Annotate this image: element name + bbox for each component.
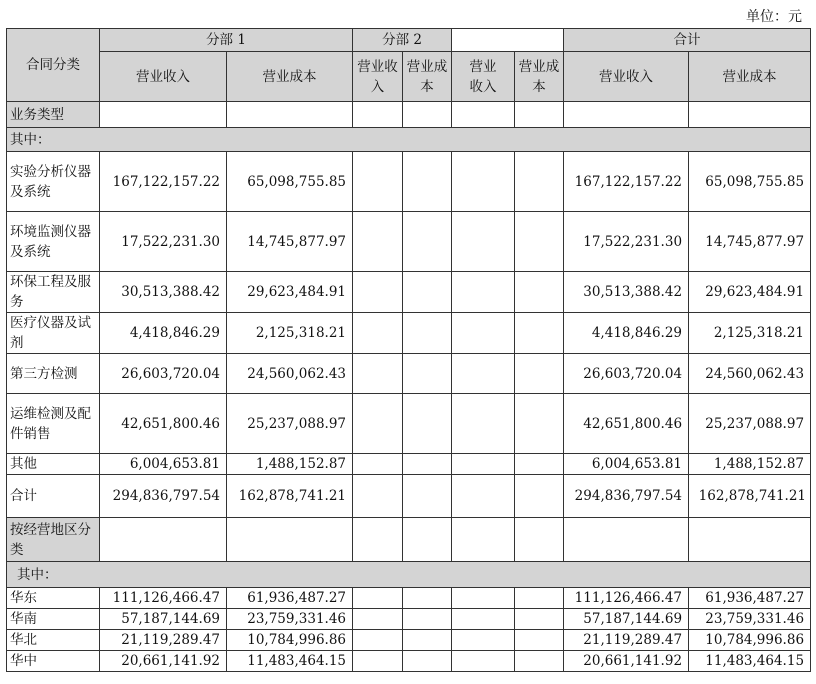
empty-cell: [403, 651, 452, 672]
row-label: 环保工程及服务: [7, 272, 100, 313]
header-segment-1: 分部 1: [100, 29, 353, 52]
row-label: 华北: [7, 630, 100, 651]
empty-cell: [403, 518, 452, 562]
empty-cell: [452, 454, 515, 475]
total-cost: 11,483,464.15: [689, 651, 811, 672]
seg1-cost: 29,623,484.91: [227, 272, 353, 313]
total-cost: 1,488,152.87: [689, 454, 811, 475]
empty-cell: [227, 518, 353, 562]
seg1-revenue: 4,418,846.29: [100, 313, 227, 354]
sum-row: [7, 475, 811, 518]
seg1-cost: 1,488,152.87: [227, 454, 353, 475]
header-seg3-cost: 营业成本: [515, 52, 564, 102]
total-revenue: 21,119,289.47: [564, 630, 689, 651]
section-among-region: [7, 562, 811, 588]
empty-cell: [403, 212, 452, 272]
seg1-revenue: 42,651,800.46: [100, 394, 227, 454]
section-business-type: [7, 102, 811, 128]
empty-cell: [353, 354, 403, 394]
empty-cell: [515, 609, 564, 630]
empty-cell: [353, 588, 403, 609]
row-label: 合计: [7, 475, 100, 518]
empty-cell: [452, 212, 515, 272]
empty-cell: [452, 354, 515, 394]
section-label: 按经营地区分类: [7, 518, 100, 562]
empty-cell: [403, 475, 452, 518]
empty-cell: [452, 651, 515, 672]
header-row-2: [7, 52, 811, 102]
header-seg1-cost: 营业成本: [227, 52, 353, 102]
empty-cell: [515, 354, 564, 394]
empty-cell: [515, 212, 564, 272]
seg1-cost: 14,745,877.97: [227, 212, 353, 272]
empty-cell: [403, 272, 452, 313]
seg1-revenue: 21,119,289.47: [100, 630, 227, 651]
total-cost: 2,125,318.21: [689, 313, 811, 354]
seg1-revenue: 294,836,797.54: [100, 475, 227, 518]
seg1-cost: 2,125,318.21: [227, 313, 353, 354]
row-label: 华中: [7, 651, 100, 672]
total-cost: 61,936,487.27: [689, 588, 811, 609]
empty-cell: [515, 394, 564, 454]
empty-cell: [100, 518, 227, 562]
seg1-revenue: 20,661,141.92: [100, 651, 227, 672]
total-cost: 65,098,755.85: [689, 152, 811, 212]
empty-cell: [452, 518, 515, 562]
empty-cell: [353, 609, 403, 630]
total-cost: 25,237,088.97: [689, 394, 811, 454]
table-row: [7, 394, 811, 454]
section-label: 其中：: [7, 128, 811, 152]
table-row: [7, 354, 811, 394]
header-seg2-cost: 营业成本: [403, 52, 452, 102]
revenue-table: [6, 28, 811, 672]
empty-cell: [353, 313, 403, 354]
empty-cell: [452, 152, 515, 212]
section-label: 其中：: [7, 562, 811, 588]
empty-cell: [515, 651, 564, 672]
empty-cell: [515, 313, 564, 354]
header-seg2-revenue: 营业收入: [353, 52, 403, 102]
empty-cell: [515, 152, 564, 212]
empty-cell: [403, 630, 452, 651]
total-cost: 162,878,741.21: [689, 475, 811, 518]
header-total-cost: 营业成本: [689, 52, 811, 102]
total-revenue: 111,126,466.47: [564, 588, 689, 609]
seg1-cost: 61,936,487.27: [227, 588, 353, 609]
total-revenue: 42,651,800.46: [564, 394, 689, 454]
empty-cell: [353, 212, 403, 272]
empty-cell: [452, 475, 515, 518]
empty-cell: [515, 588, 564, 609]
empty-cell: [353, 454, 403, 475]
unit-label: 单位：元: [746, 9, 802, 25]
header-blank: [452, 29, 564, 52]
empty-cell: [564, 518, 689, 562]
seg1-cost: 11,483,464.15: [227, 651, 353, 672]
header-total: 合计: [564, 29, 811, 52]
empty-cell: [515, 454, 564, 475]
empty-cell: [403, 609, 452, 630]
empty-cell: [353, 152, 403, 212]
empty-cell: [452, 609, 515, 630]
seg1-revenue: 167,122,157.22: [100, 152, 227, 212]
total-revenue: 294,836,797.54: [564, 475, 689, 518]
row-label: 实验分析仪器及系统: [7, 152, 100, 212]
table-row: [7, 609, 811, 630]
empty-cell: [403, 394, 452, 454]
seg1-cost: 24,560,062.43: [227, 354, 353, 394]
total-revenue: 30,513,388.42: [564, 272, 689, 313]
row-label: 医疗仪器及试剂: [7, 313, 100, 354]
seg1-revenue: 26,603,720.04: [100, 354, 227, 394]
empty-cell: [353, 394, 403, 454]
empty-cell: [353, 475, 403, 518]
row-label: 华南: [7, 609, 100, 630]
header-seg1-revenue: 营业收入: [100, 52, 227, 102]
total-revenue: 4,418,846.29: [564, 313, 689, 354]
empty-cell: [353, 651, 403, 672]
total-revenue: 57,187,144.69: [564, 609, 689, 630]
seg1-cost: 162,878,741.21: [227, 475, 353, 518]
total-cost: 10,784,996.86: [689, 630, 811, 651]
empty-cell: [403, 354, 452, 394]
seg1-cost: 25,237,088.97: [227, 394, 353, 454]
empty-cell: [452, 394, 515, 454]
table-row: [7, 651, 811, 672]
table-row: [7, 588, 811, 609]
section-label: 业务类型: [7, 102, 100, 128]
empty-cell: [353, 518, 403, 562]
seg1-cost: 23,759,331.46: [227, 609, 353, 630]
empty-cell: [452, 630, 515, 651]
total-revenue: 17,522,231.30: [564, 212, 689, 272]
empty-cell: [689, 518, 811, 562]
empty-cell: [403, 454, 452, 475]
empty-cell: [403, 588, 452, 609]
empty-cell: [515, 475, 564, 518]
empty-cell: [515, 272, 564, 313]
empty-cell: [403, 313, 452, 354]
row-label: 其他: [7, 454, 100, 475]
header-seg3-revenue: 营业收入: [452, 52, 515, 102]
empty-cell: [515, 630, 564, 651]
seg1-cost: 10,784,996.86: [227, 630, 353, 651]
row-label: 运维检测及配件销售: [7, 394, 100, 454]
empty-cell: [515, 518, 564, 562]
table-row: [7, 272, 811, 313]
seg1-revenue: 30,513,388.42: [100, 272, 227, 313]
header-segment-2: 分部 2: [353, 29, 452, 52]
total-revenue: 6,004,653.81: [564, 454, 689, 475]
table-row: [7, 454, 811, 475]
total-revenue: 26,603,720.04: [564, 354, 689, 394]
row-label: 华东: [7, 588, 100, 609]
empty-cell: [452, 272, 515, 313]
total-cost: 24,560,062.43: [689, 354, 811, 394]
empty-cell: [452, 588, 515, 609]
empty-cell: [353, 272, 403, 313]
empty-cell: [452, 313, 515, 354]
empty-cell: [353, 630, 403, 651]
row-label: 环境监测仪器及系统: [7, 212, 100, 272]
total-cost: 14,745,877.97: [689, 212, 811, 272]
table-row: [7, 212, 811, 272]
section-among: [7, 128, 811, 152]
total-revenue: 167,122,157.22: [564, 152, 689, 212]
total-revenue: 20,661,141.92: [564, 651, 689, 672]
section-region: [7, 518, 811, 562]
seg1-revenue: 6,004,653.81: [100, 454, 227, 475]
header-contract-category: 合同分类: [7, 29, 100, 102]
empty-cell: [403, 152, 452, 212]
table-row: [7, 152, 811, 212]
header-total-revenue: 营业收入: [564, 52, 689, 102]
seg1-revenue: 57,187,144.69: [100, 609, 227, 630]
total-cost: 29,623,484.91: [689, 272, 811, 313]
seg1-cost: 65,098,755.85: [227, 152, 353, 212]
total-cost: 23,759,331.46: [689, 609, 811, 630]
table-row: [7, 630, 811, 651]
seg1-revenue: 17,522,231.30: [100, 212, 227, 272]
table-row: [7, 313, 811, 354]
header-row-1: [7, 29, 811, 52]
seg1-revenue: 111,126,466.47: [100, 588, 227, 609]
row-label: 第三方检测: [7, 354, 100, 394]
